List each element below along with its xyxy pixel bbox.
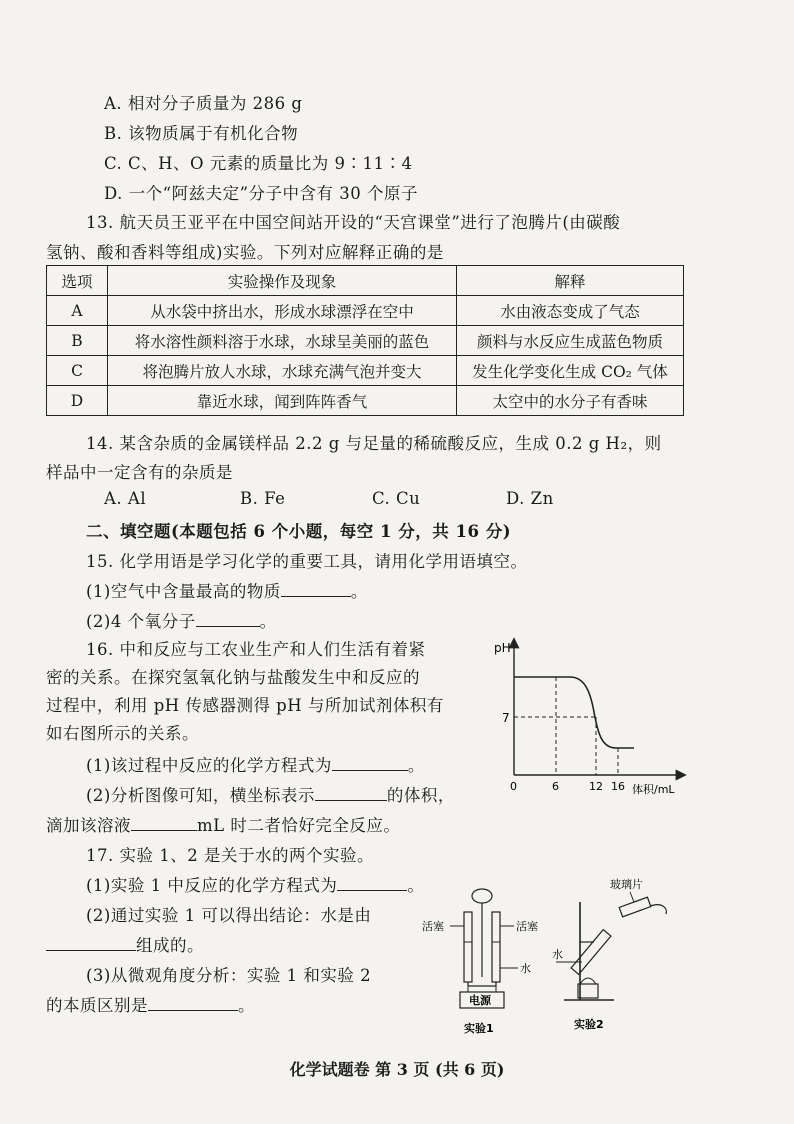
table-cell: 太空中的水分子有香味 — [457, 386, 684, 416]
table-row — [47, 386, 684, 416]
table-cell: 从水袋中挤出水，形成水球漂浮在空中 — [108, 296, 457, 326]
q15-part1-blank[interactable] — [281, 582, 351, 597]
q16-part2-blank2[interactable] — [131, 816, 197, 831]
table-cell: 靠近水球，闻到阵阵香气 — [108, 386, 457, 416]
q14-option-b: B. Fe — [240, 489, 286, 508]
q17-part1 — [86, 872, 424, 896]
q16-stem-line2: 密的关系。在探究氢氧化钠与盐酸发生中和反应的 — [46, 668, 420, 687]
hand — [650, 905, 666, 914]
power-label: 电源 — [469, 994, 491, 1007]
table-cell: 水由液态变成了气态 — [457, 296, 684, 326]
x-tick-0: 0 — [510, 780, 517, 793]
q17-part2: (2)通过实验 1 可以得出结论：水是由 — [86, 906, 372, 925]
glass-plate — [619, 897, 651, 917]
table-row — [47, 356, 684, 386]
q16-part2-text4: mL 时二者恰好完全反应。 — [197, 816, 401, 835]
table-cell: 将水溶性颜料溶于水球，水球呈美丽的蓝色 — [108, 326, 457, 356]
q16-stem-line1: 16. 中和反应与工农业生产和人们生活有着紧 — [86, 640, 426, 659]
q12-option-c: C. C、H、O 元素的质量比为 9∶11∶4 — [104, 154, 413, 173]
table-cell: C — [47, 356, 108, 386]
q16-part2 — [86, 782, 455, 806]
q13-stem-line2: 氢钠、酸和香料等组成)实验。下列对应解释正确的是 — [46, 243, 444, 262]
q12-option-b: B. 该物质属于有机化合物 — [104, 124, 299, 143]
table-header-cell: 实验操作及现象 — [108, 266, 457, 296]
q15-part2-text: (2)4 个氧分子 — [86, 612, 196, 631]
q16-stem-line3: 过程中，利用 pH 传感器测得 pH 与所加试剂体积有 — [46, 696, 444, 715]
q17-part2-blank[interactable] — [46, 936, 136, 951]
left-tube — [464, 912, 472, 982]
q17-part1-text: (1)实验 1 中反应的化学方程式为 — [86, 876, 338, 895]
alcohol-lamp — [578, 984, 598, 998]
q15-part1-text: (1)空气中含量最高的物质 — [86, 582, 281, 601]
q16-part2-cont — [46, 812, 400, 836]
table-cell: D — [47, 386, 108, 416]
q17-part3-end: 。 — [238, 996, 255, 1015]
q14-option-d: D. Zn — [506, 489, 554, 508]
exp1-water-label: 水 — [520, 962, 531, 975]
q17-part3: (3)从微观角度分析：实验 1 和实验 2 — [86, 966, 372, 985]
ph-graph — [492, 630, 692, 800]
exp1-caption: 实验1 — [464, 1022, 494, 1035]
q14-stem-line2: 样品中一定含有的杂质是 — [46, 463, 233, 482]
glass-plate-label: 玻璃片 — [610, 878, 643, 891]
right-valve-label: 活塞 — [516, 920, 538, 933]
table-row — [47, 296, 684, 326]
q13-stem-line1: 13. 航天员王亚平在中国空间站开设的“天宫课堂”进行了泡腾片(由碳酸 — [86, 213, 621, 232]
funnel-bulb — [472, 889, 492, 903]
table-cell: B — [47, 326, 108, 356]
test-tube — [571, 930, 611, 975]
flame — [580, 978, 596, 984]
y-axis-label: pH — [494, 641, 511, 655]
q15-part2-blank[interactable] — [196, 612, 260, 627]
q12-option-a: A. 相对分子质量为 286 g — [104, 94, 303, 113]
x-tick-12: 12 — [589, 780, 603, 793]
table-cell: 颜料与水反应生成蓝色物质 — [457, 326, 684, 356]
q14-stem-line1: 14. 某含杂质的金属镁样品 2.2 g 与足量的稀硫酸反应，生成 0.2 g H₂，则 — [86, 434, 662, 453]
q16-part2-text3: 滴加该溶液 — [46, 816, 131, 835]
x-tick-6: 6 — [552, 780, 559, 793]
exp2-water-label: 水 — [552, 948, 563, 961]
q17-part3-cont — [46, 992, 255, 1016]
exp2-caption: 实验2 — [574, 1018, 604, 1031]
q17-stem: 17. 实验 1、2 是关于水的两个实验。 — [86, 846, 374, 865]
q15-part2-end: 。 — [259, 612, 277, 631]
page-footer: 化学试题卷 第 3 页 (共 6 页) — [289, 1060, 505, 1079]
q15-part1 — [86, 578, 368, 602]
ph-curve — [514, 677, 634, 748]
q16-part2-text: (2)分析图像可知，横坐标表示 — [86, 786, 315, 805]
experiment-2-figure — [550, 872, 680, 1042]
table-header-cell: 选项 — [47, 266, 108, 296]
q17-part1-blank[interactable] — [337, 876, 407, 891]
right-tube — [492, 912, 500, 982]
q17-part2-text2: 组成的。 — [136, 936, 204, 955]
q12-option-d: D. 一个“阿兹夫定”分子中含有 30 个原子 — [104, 184, 418, 203]
q15-part1-end: 。 — [350, 582, 368, 601]
q16-stem-line4: 如右图所示的关系。 — [46, 724, 199, 743]
q16-part2-blank1[interactable] — [315, 786, 387, 801]
q17-part3-blank[interactable] — [148, 996, 238, 1011]
glass-pointer — [630, 892, 634, 902]
q13-table — [46, 265, 684, 416]
q16-part2-text2: 的体积， — [386, 786, 455, 805]
x-axis-label: 体积/mL — [632, 783, 675, 796]
q17-part3-text2: 的本质区别是 — [46, 996, 148, 1015]
q14-option-a: A. Al — [104, 489, 147, 508]
table-row — [47, 326, 684, 356]
left-valve-label: 活塞 — [422, 920, 444, 933]
x-tick-16: 16 — [611, 780, 625, 793]
q16-part1-end: 。 — [407, 756, 425, 775]
q16-part1-blank[interactable] — [332, 756, 408, 771]
q17-part2-cont — [46, 932, 204, 956]
section-2-heading: 二、填空题(本题包括 6 个小题，每空 1 分，共 16 分) — [86, 522, 512, 541]
table-cell: 将泡腾片放人水球，水球充满气泡并变大 — [108, 356, 457, 386]
q14-option-c: C. Cu — [372, 489, 421, 508]
table-cell: A — [47, 296, 108, 326]
experiment-1-figure — [420, 882, 550, 1042]
y-tick-7: 7 — [502, 711, 510, 725]
table-cell: 发生化学变化生成 CO₂ 气体 — [457, 356, 684, 386]
q15-stem: 15. 化学用语是学习化学的重要工具，请用化学用语填空。 — [86, 552, 528, 571]
q17-part1-end: 。 — [407, 876, 425, 895]
q16-part1 — [86, 752, 425, 776]
q16-part1-text: (1)该过程中反应的化学方程式为 — [86, 756, 332, 775]
q15-part2 — [86, 608, 277, 632]
table-header-cell: 解释 — [457, 266, 684, 296]
table-header-row — [47, 266, 684, 296]
